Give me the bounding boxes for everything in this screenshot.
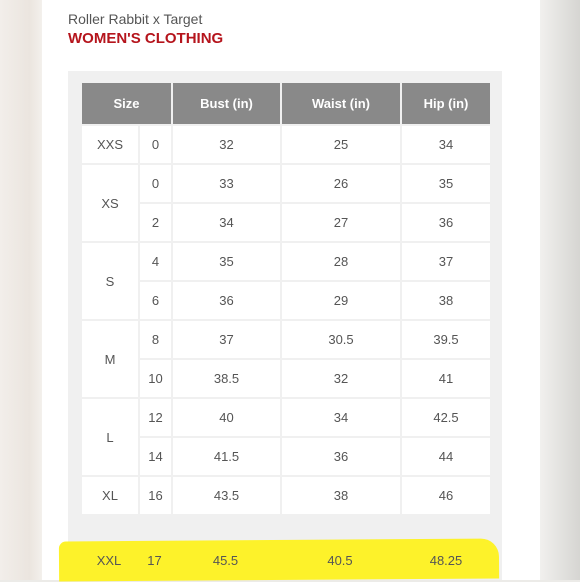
hip-value: 39.5 — [401, 320, 491, 359]
column-header-hip: Hip (in) — [401, 82, 491, 125]
size-label: XXS — [81, 125, 139, 164]
size-table-container — [68, 71, 502, 580]
size-label: M — [81, 320, 139, 398]
size-number: 0 — [139, 164, 172, 203]
size-label: S — [81, 242, 139, 320]
waist-value: 27 — [281, 203, 401, 242]
waist-value: 28 — [281, 242, 401, 281]
bust-value: 41.5 — [172, 437, 281, 476]
waist-value: 36 — [281, 437, 401, 476]
size-label: XS — [81, 164, 139, 242]
size-number: 14 — [139, 437, 172, 476]
bust-value: 34 — [172, 203, 281, 242]
brand-label: Roller Rabbit x Target — [68, 11, 203, 27]
bust-value: 45.5 — [212, 552, 239, 568]
table-row — [81, 164, 491, 203]
size-number: 10 — [139, 359, 172, 398]
table-row — [81, 281, 491, 320]
size-number: 6 — [139, 281, 172, 320]
table-row — [81, 125, 491, 164]
bust-value: 43.5 — [172, 476, 281, 515]
section-title: WOMEN'S CLOTHING — [68, 30, 224, 47]
hip-value: 46 — [401, 476, 491, 515]
bust-value: 40 — [172, 398, 281, 437]
hip-value: 48.25 — [429, 552, 463, 568]
bust-value: 38.5 — [172, 359, 281, 398]
size-label: XXL — [96, 552, 122, 568]
bust-value: 36 — [172, 281, 281, 320]
waist-value: 29 — [281, 281, 401, 320]
column-header-size: Size — [81, 82, 172, 125]
background-left-edge — [0, 0, 42, 580]
hip-value: 44 — [401, 437, 491, 476]
table-row — [81, 359, 491, 398]
column-header-waist: Waist (in) — [281, 82, 401, 125]
size-table — [80, 81, 492, 516]
table-row — [81, 320, 491, 359]
waist-value: 25 — [281, 125, 401, 164]
hip-value: 38 — [401, 281, 491, 320]
highlighted-table-row — [80, 540, 492, 580]
size-label: L — [81, 398, 139, 476]
hip-value: 34 — [401, 125, 491, 164]
size-number: 2 — [139, 203, 172, 242]
table-row — [81, 437, 491, 476]
size-chart-sheet — [42, 0, 540, 580]
table-row — [81, 203, 491, 242]
waist-value: 30.5 — [281, 320, 401, 359]
table-row — [81, 242, 491, 281]
bust-value: 35 — [172, 242, 281, 281]
table-row — [81, 398, 491, 437]
column-header-bust: Bust (in) — [172, 82, 281, 125]
hip-value: 36 — [401, 203, 491, 242]
hip-value: 35 — [401, 164, 491, 203]
size-number: 16 — [139, 476, 172, 515]
size-number: 17 — [147, 552, 162, 568]
size-number: 4 — [139, 242, 172, 281]
bust-value: 32 — [172, 125, 281, 164]
table-header-row — [81, 82, 491, 125]
hip-value: 37 — [401, 242, 491, 281]
background-right-edge — [540, 0, 580, 580]
waist-value: 32 — [281, 359, 401, 398]
waist-value: 38 — [281, 476, 401, 515]
size-number: 12 — [139, 398, 172, 437]
waist-value: 26 — [281, 164, 401, 203]
size-number: 0 — [139, 125, 172, 164]
table-row — [81, 476, 491, 515]
waist-value: 40.5 — [327, 552, 353, 568]
hip-value: 42.5 — [401, 398, 491, 437]
bust-value: 37 — [172, 320, 281, 359]
waist-value: 34 — [281, 398, 401, 437]
size-number: 8 — [139, 320, 172, 359]
size-label: XL — [81, 476, 139, 515]
hip-value: 41 — [401, 359, 491, 398]
bust-value: 33 — [172, 164, 281, 203]
